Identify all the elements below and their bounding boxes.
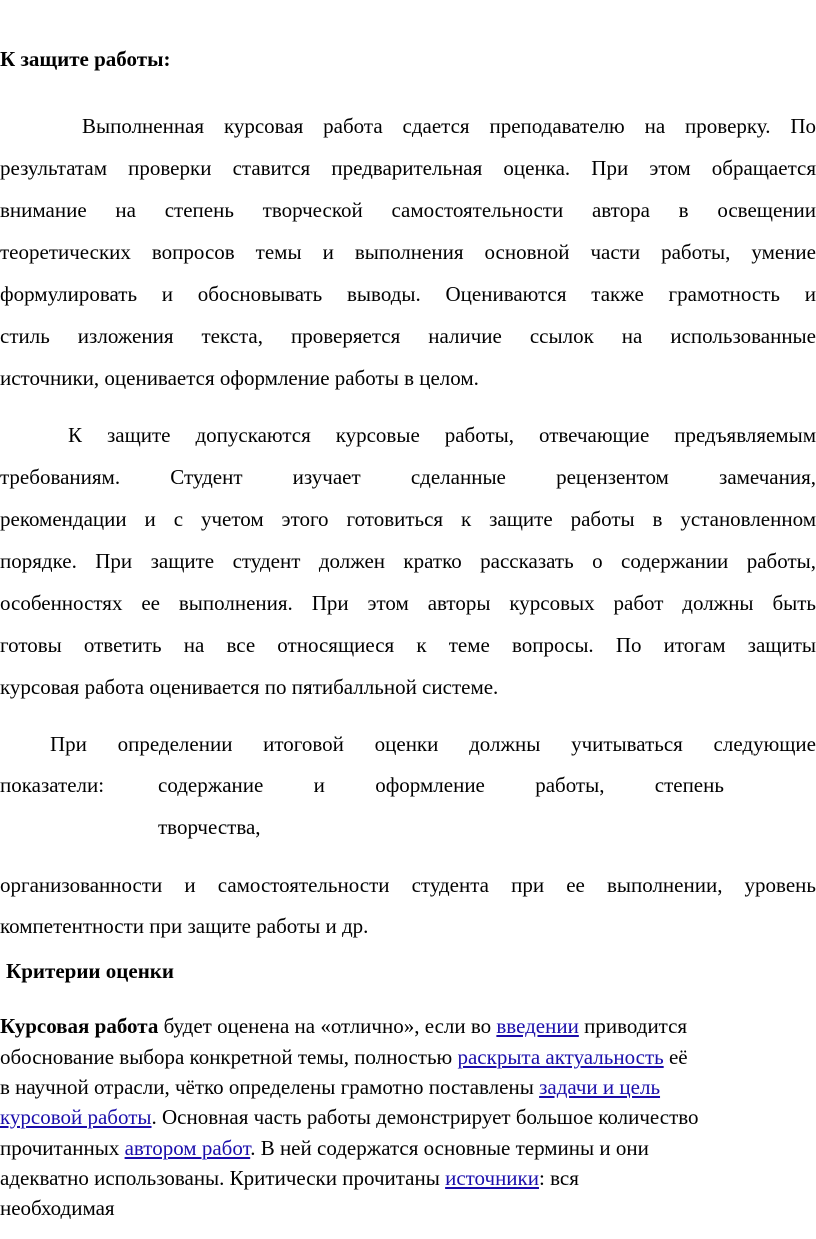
- para3-indicators-row: [0, 775, 816, 796]
- criteria-text: в научной отрасли, чётко определены грамотно поставлены: [0, 1075, 540, 1099]
- link-tasks-and-goal[interactable]: задачи и цель: [539, 1075, 661, 1099]
- indicator-word: содержание: [158, 773, 264, 797]
- indicator-word: работы,: [535, 773, 605, 797]
- para1-line: формулировать и обосновывать выводы. Оцениваются также грамотность и: [0, 282, 816, 306]
- criteria-bold-term: Курсовая работа: [0, 1014, 159, 1038]
- section-heading: К защите работы:: [0, 47, 171, 71]
- criteria-text: будет оценена на «отлично», если во: [158, 1014, 497, 1038]
- para3-line: При определении итоговой оценки должны учитываться следующие: [50, 732, 816, 756]
- criteria-heading: Критерии оценки: [6, 959, 174, 983]
- criteria-text: . Основная часть работы демонстрирует большое количество: [151, 1105, 699, 1129]
- para2-line: К защите допускаются курсовые работы, отвечающие предъявляемым: [68, 423, 816, 447]
- link-introduction[interactable]: введении: [496, 1014, 579, 1038]
- indicator-word: и: [313, 773, 325, 797]
- indicator-word: оформление: [375, 773, 485, 797]
- para3-line: компетентности при защите работы и др.: [0, 914, 369, 938]
- para2-line: особенностях ее выполнения. При этом авторы курсовых работ должны быть: [0, 591, 816, 615]
- criteria-text: . В ней содержатся основные термины и они: [250, 1136, 649, 1160]
- indicators-words: [158, 775, 816, 796]
- para2-line: порядке. При защите студент должен кратко рассказать о содержании работы,: [0, 549, 816, 573]
- para2-line: курсовая работа оценивается по пятибалльной системе.: [0, 675, 499, 699]
- criteria-line: [0, 1107, 816, 1128]
- para2-line: рекомендации и с учетом этого готовиться к защите работы в установленном: [0, 507, 816, 531]
- criteria-text: адекватно использованы. Критически прочитаны: [0, 1166, 446, 1190]
- para1-line: Выполненная курсовая работа сдается преподавателю на проверку. По: [82, 114, 816, 138]
- indicators-label: показатели:: [0, 773, 105, 797]
- criteria-line: [0, 1168, 816, 1189]
- criteria-text: приводится: [578, 1014, 688, 1038]
- indicator-word: степень: [654, 773, 724, 797]
- link-author-works[interactable]: автором работ: [124, 1136, 251, 1160]
- para2-line: готовы ответить на все относящиеся к теме вопросы. По итогам защиты: [0, 633, 816, 657]
- link-sources[interactable]: источники: [445, 1166, 539, 1190]
- para2-line: требованиям. Студент изучает сделанные рецензентом замечания,: [0, 465, 816, 489]
- para1-line: стиль изложения текста, проверяется наличие ссылок на использованные: [0, 324, 816, 348]
- link-relevance[interactable]: раскрыта актуальность: [457, 1045, 664, 1069]
- para3-line: творчества,: [158, 815, 261, 839]
- criteria-text: её: [663, 1045, 688, 1069]
- para1-line: результатам проверки ставится предварительная оценка. При этом обращается: [0, 156, 816, 180]
- criteria-line: [0, 1016, 816, 1037]
- para3-line: организованности и самостоятельности студента при ее выполнении, уровень: [0, 873, 816, 897]
- criteria-line: [0, 1138, 816, 1159]
- criteria-text: прочитанных: [0, 1136, 125, 1160]
- para1-line: теоретических вопросов темы и выполнения основной части работы, умение: [0, 240, 816, 264]
- para1-line: внимание на степень творческой самостоятельности автора в освещении: [0, 198, 816, 222]
- link-coursework[interactable]: курсовой работы: [0, 1105, 152, 1129]
- criteria-line: необходимая: [0, 1196, 115, 1220]
- criteria-line: [0, 1077, 816, 1098]
- criteria-text: обоснование выбора конкретной темы, полностью: [0, 1045, 458, 1069]
- para1-line: источники, оценивается оформление работы в целом.: [0, 366, 479, 390]
- criteria-text: : вся: [539, 1166, 579, 1190]
- criteria-line: [0, 1047, 816, 1068]
